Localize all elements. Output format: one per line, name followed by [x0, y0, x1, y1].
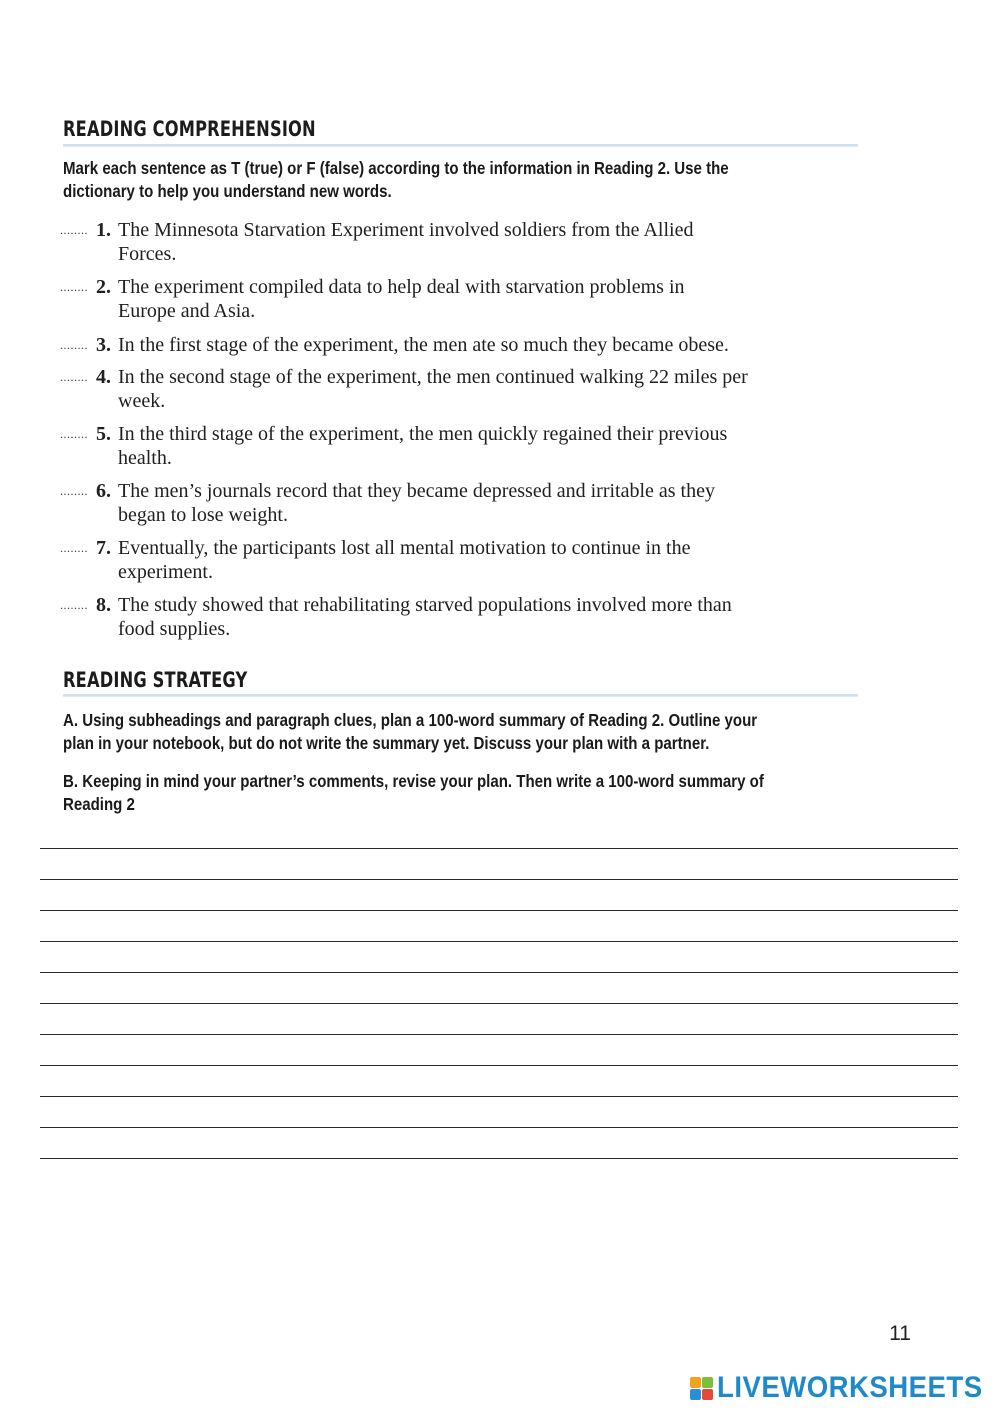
- answer-blank[interactable]: ........: [60, 223, 88, 237]
- item-number: 3.: [96, 334, 111, 356]
- instruction-line: A. Using subheadings and paragraph clues, plan a 100-word summary of Reading 2. Outline your: [63, 710, 758, 730]
- instruction-line: Reading 2: [63, 794, 135, 814]
- writing-line[interactable]: [40, 910, 958, 911]
- heading-divider: [63, 694, 858, 697]
- statement-text: In the second stage of the experiment, the men continued walking 22 miles per: [118, 366, 748, 388]
- writing-line[interactable]: [40, 1127, 958, 1128]
- brand-name: LIVEWORKSHEETS: [717, 1371, 983, 1404]
- heading-divider: [63, 144, 858, 147]
- strategy-task-b: [63, 770, 764, 816]
- statement-text-continued: began to lose weight.: [118, 504, 288, 526]
- instruction-line: Mark each sentence as T (true) or F (false) according to the information in Reading 2. Use the: [63, 158, 729, 178]
- item-number: 7.: [96, 537, 111, 559]
- statement-item-2: [60, 275, 840, 323]
- item-number: 4.: [96, 366, 111, 388]
- liveworksheets-logo-icon: [690, 1377, 713, 1400]
- statement-item-4: [60, 365, 840, 413]
- answer-blank[interactable]: ........: [60, 338, 88, 352]
- statement-text-continued: Europe and Asia.: [118, 300, 256, 322]
- statement-item-1: [60, 218, 840, 266]
- writing-line[interactable]: [40, 972, 958, 973]
- answer-blank[interactable]: ........: [60, 484, 88, 498]
- answer-blank[interactable]: ........: [60, 427, 88, 441]
- writing-line[interactable]: [40, 879, 958, 880]
- answer-blank[interactable]: ........: [60, 541, 88, 555]
- reading-strategy-heading: READING STRATEGY: [63, 668, 248, 692]
- statement-item-3: [60, 333, 840, 357]
- statement-text-continued: food supplies.: [118, 618, 231, 640]
- writing-line[interactable]: [40, 1065, 958, 1066]
- statement-text: The Minnesota Starvation Experiment involved soldiers from the Allied: [118, 219, 694, 241]
- writing-line[interactable]: [40, 1003, 958, 1004]
- item-number: 5.: [96, 423, 111, 445]
- instruction-line: plan in your notebook, but do not write the summary yet. Discuss your plan with a partner.: [63, 733, 710, 753]
- item-number: 1.: [96, 219, 111, 241]
- writing-line[interactable]: [40, 941, 958, 942]
- statement-text: The men’s journals record that they became depressed and irritable as they: [118, 480, 715, 502]
- statement-item-6: [60, 479, 840, 527]
- statement-text-continued: week.: [118, 390, 166, 412]
- statement-item-7: [60, 536, 840, 584]
- writing-line[interactable]: [40, 848, 958, 849]
- item-number: 6.: [96, 480, 111, 502]
- reading-comprehension-heading: READING COMPREHENSION: [63, 117, 316, 141]
- liveworksheets-brand: [690, 1372, 1000, 1404]
- answer-blank[interactable]: ........: [60, 370, 88, 384]
- strategy-task-a: [63, 709, 757, 755]
- writing-line[interactable]: [40, 1096, 958, 1097]
- statement-text-continued: experiment.: [118, 561, 213, 583]
- statement-text: In the third stage of the experiment, the men quickly regained their previous: [118, 423, 728, 445]
- comprehension-instructions: [63, 157, 729, 203]
- statement-text: Eventually, the participants lost all mental motivation to continue in the: [118, 537, 691, 559]
- writing-line[interactable]: [40, 1034, 958, 1035]
- statement-text: The experiment compiled data to help deal with starvation problems in: [118, 276, 685, 298]
- item-number: 8.: [96, 594, 111, 616]
- writing-line[interactable]: [40, 1158, 958, 1159]
- page-number: 11: [889, 1322, 911, 1345]
- answer-blank[interactable]: ........: [60, 598, 88, 612]
- statement-text-continued: health.: [118, 447, 172, 469]
- item-number: 2.: [96, 276, 111, 298]
- statement-item-8: [60, 593, 840, 641]
- statement-text: In the first stage of the experiment, the men ate so much they became obese.: [118, 334, 729, 356]
- statement-text-continued: Forces.: [118, 243, 177, 265]
- statement-item-5: [60, 422, 840, 470]
- statement-text: The study showed that rehabilitating starved populations involved more than: [118, 594, 732, 616]
- instruction-line: dictionary to help you understand new words.: [63, 181, 392, 201]
- instruction-line: B. Keeping in mind your partner’s comments, revise your plan. Then write a 100-word summary of: [63, 771, 764, 791]
- answer-blank[interactable]: ........: [60, 280, 88, 294]
